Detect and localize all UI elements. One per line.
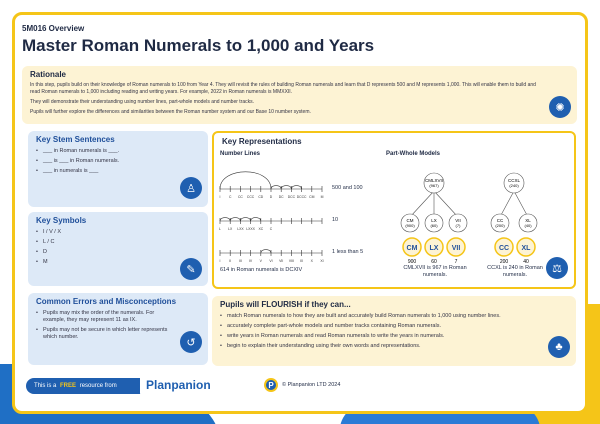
number-line-tick-label: V: [259, 259, 262, 263]
whole-label: CCXL: [507, 178, 521, 183]
stem-heading: Key Stem Sentences: [36, 135, 115, 144]
number-line-tick-label: DCCC: [296, 195, 307, 199]
number-line-tick-label: C: [228, 195, 232, 199]
tile-label: XL: [521, 245, 531, 252]
planpanion-p-icon: P: [264, 378, 278, 392]
common-errors-panel: [28, 293, 208, 365]
feather-icon: ✎: [180, 258, 202, 280]
number-line-tick-label: DC: [278, 195, 284, 199]
number-line-tick-label: CC: [237, 195, 243, 199]
number-line-3-step: 1 less than 5: [332, 249, 364, 255]
whole-value: (240): [509, 183, 519, 188]
stem-item: • ___ in Roman numerals is ___.: [36, 148, 200, 155]
tile-value: 7: [454, 259, 458, 265]
number-line-tick-label: LX: [228, 227, 233, 231]
number-line-jump-arc: [271, 186, 281, 189]
rationale-heading: Rationale: [30, 70, 67, 79]
number-line-jump-arc: [261, 250, 271, 253]
number-line-tick-label: L: [219, 227, 221, 231]
number-line-tick-label: X: [310, 259, 313, 263]
error-item: • Pupils may mix the order of the numerals. For example, they may represent 11 as IX.: [36, 310, 174, 324]
number-line-jump-arc: [281, 186, 291, 189]
number-line-tick-label: I: [219, 195, 221, 199]
keyrep-heading: Key Representations: [222, 137, 302, 146]
stem-item: • ___ in numerals is ___: [36, 168, 200, 175]
number-line-3: [220, 250, 324, 263]
number-line-jump-arc: [251, 218, 261, 221]
symbol-item: • I / V / X: [36, 229, 200, 236]
flourish-item: • begin to explain their understanding using their own words and representations.: [220, 343, 538, 350]
stem-item: • ___ is ___ in Roman numerals.: [36, 158, 200, 165]
tile-value: 900: [407, 259, 417, 265]
number-line-tick-label: CD: [258, 195, 264, 199]
key-symbols-panel: [28, 212, 208, 286]
part-label: CM: [406, 218, 414, 223]
number-line-tick-label: XI: [320, 259, 324, 263]
rationale-panel: [22, 66, 577, 124]
key-stem-sentences-panel: [28, 131, 208, 207]
model-2-caption: CCXL is 240 in Roman numerals.: [487, 265, 543, 278]
part-whole-label: Part-Whole Models: [386, 151, 441, 157]
number-line-tick-label: C: [269, 227, 273, 231]
tile-value: 200: [499, 259, 509, 265]
planpanion-logo[interactable]: Planpanion: [140, 373, 230, 397]
model-1-caption: CMLXVII is 967 in Roman numerals.: [403, 265, 467, 278]
number-line-tick-label: DCC: [287, 195, 296, 199]
symbol-item: • D: [36, 249, 200, 256]
part-label: LX: [431, 218, 437, 223]
tile-label: CM: [406, 245, 418, 252]
rationale-paragraph-2: They will demonstrate their understanding using number lines, part-whole models and number tracks.: [30, 99, 255, 105]
brain-icon: ✺: [549, 96, 571, 118]
number-line-1: [220, 172, 324, 199]
tile-label: LX: [429, 245, 439, 252]
footer-suffix: resource from: [79, 383, 117, 389]
flourish-item: • write years in Roman numerals and read Roman numerals to write the years in numerals.: [220, 333, 538, 340]
number-line-jump-arc: [220, 172, 271, 189]
tree-icon: ♣: [548, 336, 570, 358]
errors-heading: Common Errors and Misconceptions: [36, 297, 177, 306]
rationale-paragraph-3: Pupils will further explore the differences and similarities between the Roman number system and our Base 10 number system.: [30, 109, 311, 115]
part-value: (200): [495, 223, 505, 228]
flourish-item: • match Roman numerals to how they are built and accurately build Roman numerals to 1,000 using number lines.: [220, 313, 538, 320]
number-line-tick-label: VIII: [288, 259, 294, 263]
number-line-tick-label: I: [219, 259, 221, 263]
balance-icon: ⚖: [546, 257, 568, 279]
number-line-tick-label: III: [238, 259, 242, 263]
tile-label: CC: [498, 245, 510, 252]
number-line-tick-label: CCC: [246, 195, 255, 199]
part-whole-model-1: [401, 173, 467, 265]
footer-free: FREE: [60, 383, 77, 389]
part-value: (40): [524, 223, 532, 228]
number-line-2: [219, 218, 322, 231]
lesson-code: 5M016 Overview: [22, 24, 85, 33]
representations-drawing: [214, 147, 574, 287]
number-line-jump-arc: [220, 218, 230, 221]
flourish-item: • accurately complete part-whole models and number tracks containing Roman numerals.: [220, 323, 538, 330]
number-line-caption: 614 in Roman numerals is DCXIV: [220, 267, 303, 273]
part-value: (900): [405, 223, 415, 228]
part-value: (60): [430, 223, 438, 228]
part-label: XL: [525, 218, 531, 223]
number-line-tick-label: VII: [279, 259, 284, 263]
footer-prefix: This is a: [34, 383, 57, 389]
number-line-tick-label: IX: [299, 259, 304, 263]
symbol-item: • L / C: [36, 239, 200, 246]
number-line-jump-arc: [291, 186, 301, 189]
number-line-1-step: 500 and 100: [332, 185, 363, 191]
whole-label: CMLXVII: [424, 178, 444, 183]
symbols-heading: Key Symbols: [36, 216, 87, 225]
whole-value: (967): [429, 183, 439, 188]
number-lines-label: Number Lines: [220, 151, 261, 157]
person-icon: ♙: [180, 177, 202, 199]
rationale-paragraph-1: In this step, pupils build on their knowledge of Roman numerals to 100 from Year 4. They will revisit the rules of building Roman numerals and learn that D represents 500 and M represents 1,000. This will enable them to build and read Roman numerals to 1,000 including reading and writing years. For example, 2022 in Roman numerals is MMXXII.: [30, 82, 536, 95]
tile-value: 40: [523, 259, 529, 265]
number-line-jump-arc: [240, 218, 250, 221]
part-whole-model-2: [491, 173, 537, 265]
number-line-tick-label: CM: [309, 195, 315, 199]
part-label: CC: [496, 218, 504, 223]
tile-value: 60: [431, 259, 437, 265]
number-line-tick-label: IV: [248, 259, 253, 263]
number-line-tick-label: VI: [269, 259, 273, 263]
page-title: Master Roman Numerals to 1,000 and Years: [22, 36, 375, 55]
number-line-tick-label: II: [229, 259, 232, 263]
number-line-jump-arc: [230, 218, 240, 221]
warning-arrow-icon: ↺: [180, 331, 202, 353]
number-line-tick-label: LXX: [237, 227, 244, 231]
part-value: (7): [455, 223, 461, 228]
number-line-2-step: 10: [332, 217, 339, 223]
symbol-item: • M: [36, 259, 200, 266]
tile-label: VII: [451, 245, 461, 252]
number-line-tick-label: XC: [258, 227, 264, 231]
flourish-panel: [212, 296, 576, 366]
flourish-heading: Pupils will FLOURISH if they can...: [220, 300, 351, 309]
copyright-notice: P © Planpanion LTD 2024: [262, 376, 346, 394]
number-line-tick-label: D: [269, 195, 273, 199]
number-line-tick-label: M: [320, 195, 324, 199]
key-representations-panel: [212, 131, 576, 289]
error-item: • Pupils may not be secure in which letter represents which number.: [36, 327, 174, 341]
part-label: VII: [455, 218, 461, 223]
number-line-tick-label: LXXX: [246, 227, 255, 231]
